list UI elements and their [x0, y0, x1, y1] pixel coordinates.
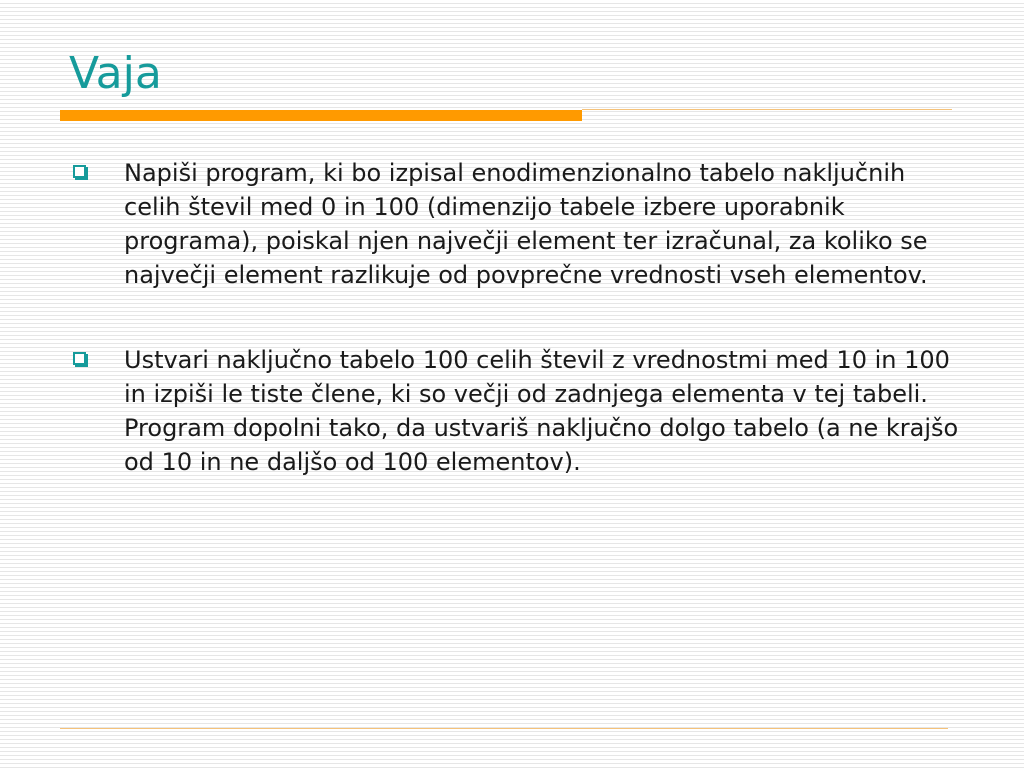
slide-title: Vaja	[69, 48, 162, 99]
hollow-square-bullet-icon	[73, 165, 86, 178]
bullet-list	[70, 156, 960, 479]
footer-divider-line	[60, 728, 948, 729]
hollow-square-bullet-icon	[73, 352, 86, 365]
bullet-item	[70, 343, 960, 479]
bullet-text: Napiši program, ki bo izpisal enodimenzionalno tabelo naključnih celih števil med 0 in 100 (dimenzijo tabele izbere uporabnik programa), poiskal njen največji element ter izračunal, za koliko se največji element razlikuje od povprečne vrednosti vseh elementov.	[124, 159, 928, 289]
bullet-item	[70, 156, 960, 292]
title-accent-bar	[60, 110, 582, 121]
bullet-text: Ustvari naključno tabelo 100 celih števil z vrednostmi med 10 in 100 in izpiši le tiste člene, ki so večji od zadnjega elementa v tej tabeli. Program dopolni tako, da ustvariš naključno dolgo tabelo (a ne krajšo od 10 in ne daljšo od 100 elementov).	[124, 346, 959, 476]
title-divider-line	[582, 109, 952, 110]
